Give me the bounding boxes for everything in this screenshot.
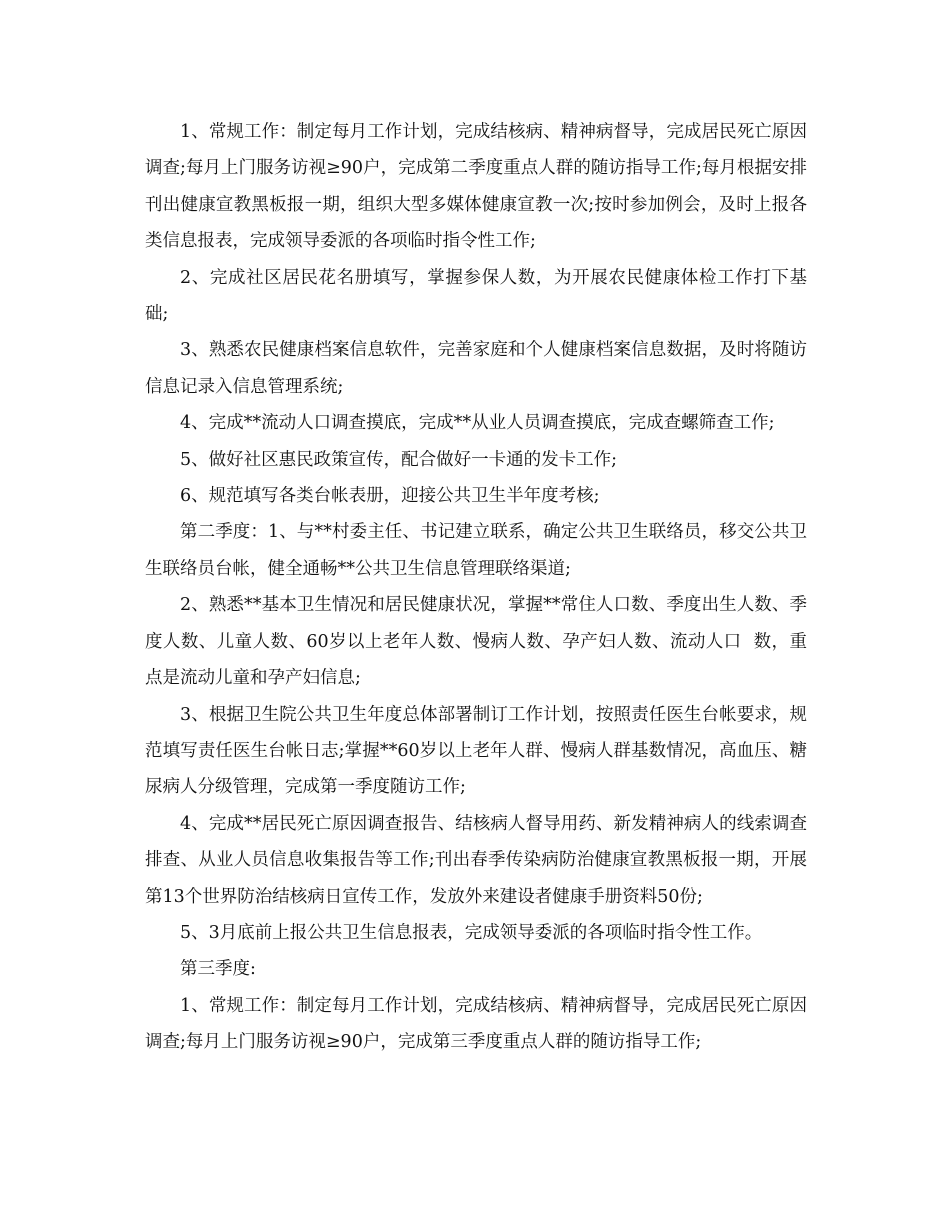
paragraph-floating-population-survey: 4、完成**流动人口调查摸底，完成**从业人员调查摸底，完成查螺筛查工作; — [180, 413, 775, 434]
paragraph-basic-health-status: 2、熟悉**基本卫生情况和居民健康状况，掌握**常住人口数、季度出生人数、季度人数、儿童人数、60岁以上老年人数、慢病人数、孕产妇人数、流动人口 数，重点是流动儿童和孕产妇信息; — [145, 595, 807, 689]
paragraph-policy-publicity: 5、做好社区惠民政策宣传，配合做好一卡通的发卡工作; — [180, 449, 618, 470]
paragraph-routine-work-q3: 1、常规工作：制定每月工作计划，完成结核病、精神病督导，完成居民死亡原因调查;每月上门服务访视≥90户，完成第三季度重点人群的随访指导工作; — [145, 995, 807, 1053]
paragraph-second-quarter-liaison: 第二季度：1、与**村委主任、书记建立联系，确定公共卫生联络员，移交公共卫生联络员台帐，健全通畅**公共卫生信息管理联络渠道; — [145, 522, 807, 579]
paragraph-work-plan: 3、根据卫生院公共卫生年度总体部署制订工作计划，按照责任医生台帐要求，规范填写责任医生台帐日志;掌握**60岁以上老年人群、慢病人群基数情况，高血压、糖尿病人分级管理，完成第一季度随访工作; — [145, 704, 807, 798]
paragraph-death-cause-report: 4、完成**居民死亡原因调查报告、结核病人督导用药、新发精神病人的线索调查排查、从业人员信息收集报告等工作;刊出春季传染病防治健康宣教黑板报一期，开展第13个世界防治结核病日宣传工作，发放外来建设者健康手册资料50份; — [145, 813, 807, 907]
paragraph-info-report-deadline: 5、3月底前上报公共卫生信息报表，完成领导委派的各项临时指令性工作。 — [180, 922, 763, 943]
paragraph-ledger-forms: 6、规范填写各类台帐表册，迎接公共卫生半年度考核; — [180, 486, 600, 507]
paragraph-routine-work-q1: 1、常规工作：制定每月工作计划，完成结核病、精神病督导，完成居民死亡原因调查;每月上门服务访视≥90户，完成第二季度重点人群的随访指导工作;每月根据安排刊出健康宣教黑板报一期，组织大型多媒体健康宣教一次;按时参加例会，及时上报各类信息报表，完成领导委派的各项临时指令性工作; — [145, 122, 807, 252]
paragraph-resident-roster: 2、完成社区居民花名册填写，掌握参保人数，为开展农民健康体检工作打下基础; — [145, 267, 807, 325]
section-heading-third-quarter: 第三季度: — [180, 959, 256, 980]
document-body — [145, 114, 807, 1061]
paragraph-health-records-software: 3、熟悉农民健康档案信息软件，完善家庭和个人健康档案信息数据，及时将随访信息记录入信息管理系统; — [145, 340, 807, 397]
